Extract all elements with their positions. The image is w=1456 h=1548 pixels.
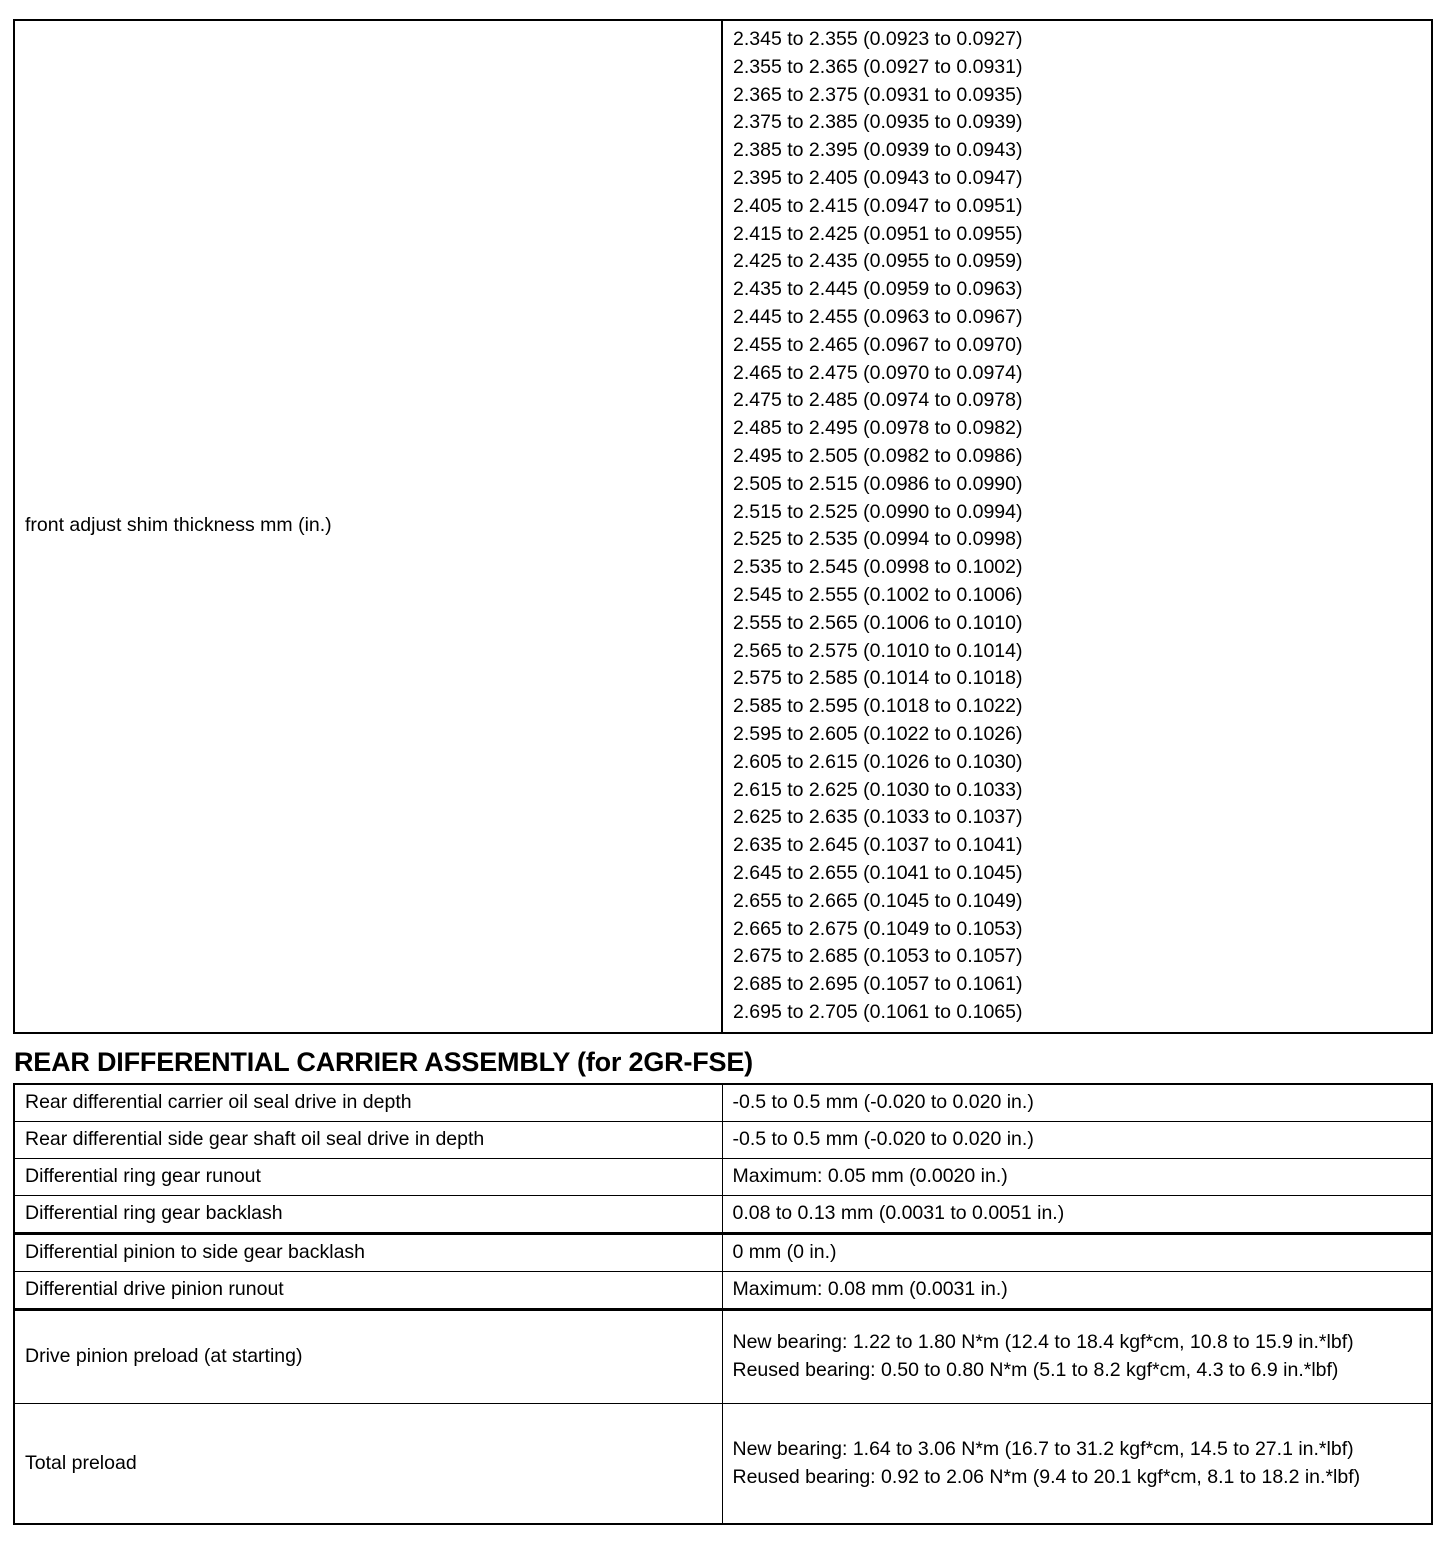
- spec-value-line: New bearing: 1.22 to 1.80 N*m (12.4 to 18.4 kgf*cm, 10.8 to 15.9 in.*lbf): [732, 1331, 1354, 1354]
- rear-differential-spec-table: [13, 1083, 1433, 1525]
- spec-value: [722, 1234, 1432, 1272]
- shim-value: 2.475 to 2.485 (0.0974 to 0.0978): [733, 389, 1023, 412]
- table-row: [14, 1159, 1432, 1196]
- shim-value: 2.595 to 2.605 (0.1022 to 0.1026): [733, 722, 1023, 745]
- table-row: [14, 20, 1432, 1033]
- shim-value: 2.465 to 2.475 (0.0970 to 0.0974): [733, 361, 1023, 384]
- spec-label: Rear differential side gear shaft oil seal drive in depth: [14, 1122, 722, 1159]
- spec-value-line: -0.5 to 0.5 mm (-0.020 to 0.020 in.): [732, 1128, 1034, 1151]
- shim-value: 2.365 to 2.375 (0.0931 to 0.0935): [733, 83, 1023, 106]
- spec-label: Differential drive pinion runout: [14, 1272, 722, 1310]
- shim-value: 2.565 to 2.575 (0.1010 to 0.1014): [733, 639, 1023, 662]
- shim-value: 2.385 to 2.395 (0.0939 to 0.0943): [733, 139, 1023, 162]
- spec-label: Differential ring gear backlash: [14, 1196, 722, 1234]
- spec-label: Rear differential carrier oil seal drive in depth: [14, 1084, 722, 1122]
- spec-value-line: New bearing: 1.64 to 3.06 N*m (16.7 to 31.2 kgf*cm, 14.5 to 27.1 in.*lbf): [732, 1437, 1354, 1460]
- spec-value-line: Reused bearing: 0.92 to 2.06 N*m (9.4 to 20.1 kgf*cm, 8.1 to 18.2 in.*lbf): [732, 1465, 1361, 1488]
- table-row: [14, 1234, 1432, 1272]
- shim-value: 2.495 to 2.505 (0.0982 to 0.0986): [733, 444, 1023, 467]
- shim-value: 2.405 to 2.415 (0.0947 to 0.0951): [733, 194, 1023, 217]
- shim-value: 2.345 to 2.355 (0.0923 to 0.0927): [733, 28, 1023, 50]
- spec-value-line: Reused bearing: 0.50 to 0.80 N*m (5.1 to 8.2 kgf*cm, 4.3 to 6.9 in.*lbf): [732, 1359, 1339, 1381]
- shim-value: 2.525 to 2.535 (0.0994 to 0.0998): [733, 528, 1023, 551]
- shim-value: 2.635 to 2.645 (0.1037 to 0.1041): [733, 834, 1023, 857]
- shim-value: 2.535 to 2.545 (0.0998 to 0.1002): [733, 556, 1023, 579]
- shim-value: 2.515 to 2.525 (0.0990 to 0.0994): [733, 500, 1023, 523]
- spec-value-line: Maximum: 0.08 mm (0.0031 in.): [732, 1278, 1008, 1301]
- spec-value: [722, 1122, 1432, 1159]
- shim-value: 2.355 to 2.365 (0.0927 to 0.0931): [733, 55, 1023, 78]
- shim-value: 2.445 to 2.455 (0.0963 to 0.0967): [733, 305, 1023, 328]
- spec-value: [722, 1272, 1432, 1310]
- spec-value: [722, 1404, 1432, 1525]
- table-row: [14, 1122, 1432, 1159]
- shim-value: 2.695 to 2.705 (0.1061 to 0.1065): [733, 1000, 1023, 1023]
- shim-value: 2.665 to 2.675 (0.1049 to 0.1053): [733, 917, 1023, 940]
- shim-value: 2.425 to 2.435 (0.0955 to 0.0959): [733, 250, 1023, 273]
- table-row: [14, 1310, 1432, 1404]
- section-heading: REAR DIFFERENTIAL CARRIER ASSEMBLY (for 2GR-FSE): [14, 1047, 753, 1077]
- shim-value: 2.675 to 2.685 (0.1053 to 0.1057): [733, 945, 1023, 968]
- table-row: [14, 1404, 1432, 1525]
- shim-value: 2.415 to 2.425 (0.0951 to 0.0955): [733, 222, 1023, 245]
- shim-value: 2.375 to 2.385 (0.0935 to 0.0939): [733, 111, 1023, 134]
- shim-value: 2.435 to 2.445 (0.0959 to 0.0963): [733, 278, 1023, 301]
- shim-value: 2.485 to 2.495 (0.0978 to 0.0982): [733, 417, 1023, 440]
- table-row: [14, 1272, 1432, 1310]
- shim-value: 2.545 to 2.555 (0.1002 to 0.1006): [733, 583, 1023, 606]
- shim-thickness-table: [13, 19, 1433, 1034]
- spec-label: Total preload: [14, 1404, 722, 1525]
- spec-value-line: 0.08 to 0.13 mm (0.0031 to 0.0051 in.): [732, 1202, 1065, 1225]
- spec-label: Differential pinion to side gear backlash: [14, 1234, 722, 1272]
- spec-value: [722, 1196, 1432, 1234]
- shim-thickness-label: front adjust shim thickness mm (in.): [14, 20, 722, 1033]
- shim-thickness-values: [722, 20, 1432, 1033]
- spec-value: [722, 1084, 1432, 1122]
- table-row: [14, 1196, 1432, 1234]
- shim-value: 2.455 to 2.465 (0.0967 to 0.0970): [733, 333, 1023, 356]
- shim-value: 2.605 to 2.615 (0.1026 to 0.1030): [733, 750, 1023, 773]
- shim-value: 2.615 to 2.625 (0.1030 to 0.1033): [733, 778, 1023, 801]
- shim-value: 2.685 to 2.695 (0.1057 to 0.1061): [733, 973, 1023, 996]
- shim-value: 2.655 to 2.665 (0.1045 to 0.1049): [733, 889, 1023, 912]
- shim-value: 2.585 to 2.595 (0.1018 to 0.1022): [733, 695, 1023, 718]
- spec-value-line: 0 mm (0 in.): [732, 1241, 837, 1264]
- shim-value: 2.555 to 2.565 (0.1006 to 0.1010): [733, 611, 1023, 634]
- shim-value: 2.625 to 2.635 (0.1033 to 0.1037): [733, 806, 1023, 829]
- table-row: [14, 1084, 1432, 1122]
- shim-value: 2.395 to 2.405 (0.0943 to 0.0947): [733, 166, 1023, 189]
- spec-value-line: Maximum: 0.05 mm (0.0020 in.): [732, 1165, 1008, 1188]
- shim-value: 2.575 to 2.585 (0.1014 to 0.1018): [733, 667, 1023, 690]
- spec-value: [722, 1310, 1432, 1404]
- shim-value: 2.505 to 2.515 (0.0986 to 0.0990): [733, 472, 1023, 495]
- spec-value-line: -0.5 to 0.5 mm (-0.020 to 0.020 in.): [732, 1091, 1034, 1114]
- spec-value: [722, 1159, 1432, 1196]
- spec-label: Differential ring gear runout: [14, 1159, 722, 1196]
- shim-value: 2.645 to 2.655 (0.1041 to 0.1045): [733, 861, 1023, 884]
- spec-label: Drive pinion preload (at starting): [14, 1310, 722, 1404]
